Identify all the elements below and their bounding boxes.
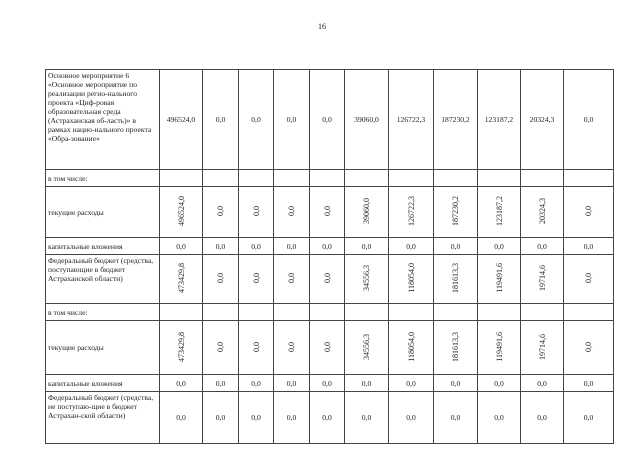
cell-value: 126722,3 [406, 196, 416, 226]
cell-value: 187230,2 [451, 196, 460, 226]
value-cell [564, 187, 614, 238]
value-cell: 0,0 [160, 392, 203, 444]
row-federal-budget-received [46, 255, 614, 304]
value-cell: 187230,2 [434, 70, 478, 170]
cell-value: 0,0 [322, 341, 332, 352]
value-cell [310, 170, 345, 187]
value-cell [434, 255, 478, 304]
value-cell [160, 304, 203, 321]
cell-value: 0,0 [216, 206, 225, 216]
cell-value: 119491,6 [494, 331, 504, 362]
row-label: в том числе: [46, 304, 160, 321]
cell-value: 496524,0 [176, 196, 186, 226]
cell-value: 0,0 [251, 273, 261, 283]
value-cell [521, 187, 564, 238]
value-cell [160, 187, 203, 238]
row-label: в том числе: [46, 170, 160, 187]
value-cell [310, 321, 345, 375]
value-cell [389, 170, 434, 187]
value-cell [203, 187, 239, 238]
cell-value: 34556,3 [362, 265, 371, 291]
value-cell: 0,0 [521, 238, 564, 255]
value-cell [478, 170, 521, 187]
value-cell: 0,0 [239, 375, 274, 392]
value-cell: 0,0 [239, 238, 274, 255]
value-cell [434, 187, 478, 238]
cell-value: 39060,0 [362, 198, 371, 224]
value-cell [274, 321, 310, 375]
value-cell [345, 304, 389, 321]
value-cell: 0,0 [203, 375, 239, 392]
value-cell [521, 321, 564, 375]
value-cell: 0,0 [389, 392, 434, 444]
value-cell: 0,0 [310, 375, 345, 392]
value-cell [521, 255, 564, 304]
row-label: текущие расходы [46, 187, 160, 238]
cell-value: 0,0 [251, 206, 261, 216]
value-cell [239, 321, 274, 375]
cell-value: 0,0 [584, 273, 593, 283]
value-cell [564, 321, 614, 375]
page-number: 16 [318, 22, 326, 31]
row-main-event-6 [46, 70, 614, 170]
cell-value: 0,0 [287, 273, 296, 283]
value-cell [434, 321, 478, 375]
value-cell [564, 255, 614, 304]
value-cell: 0,0 [478, 238, 521, 255]
row-capital-investments-1 [46, 238, 614, 255]
value-cell [274, 170, 310, 187]
value-cell [345, 255, 389, 304]
value-cell [345, 170, 389, 187]
cell-value: 0,0 [322, 206, 332, 216]
value-cell: 0,0 [564, 238, 614, 255]
value-cell [521, 304, 564, 321]
value-cell: 0,0 [274, 375, 310, 392]
value-cell [239, 170, 274, 187]
row-capital-investments-2 [46, 375, 614, 392]
cell-value: 119491,6 [494, 263, 504, 293]
value-cell [389, 187, 434, 238]
value-cell: 0,0 [160, 238, 203, 255]
row-federal-budget-not-received [46, 392, 614, 444]
value-cell [310, 304, 345, 321]
value-cell: 0,0 [274, 70, 310, 170]
cell-value: 123187,2 [494, 196, 504, 226]
value-cell [478, 255, 521, 304]
value-cell: 0,0 [160, 375, 203, 392]
value-cell [203, 255, 239, 304]
cell-value: 181613,3 [451, 331, 460, 362]
cell-value: 19714,6 [537, 265, 547, 291]
value-cell [239, 187, 274, 238]
cell-value: 0,0 [216, 273, 225, 283]
value-cell [160, 170, 203, 187]
cell-value: 181613,3 [451, 263, 460, 293]
value-cell [345, 321, 389, 375]
value-cell [274, 187, 310, 238]
value-cell [478, 321, 521, 375]
value-cell: 0,0 [389, 238, 434, 255]
value-cell: 0,0 [239, 70, 274, 170]
value-cell [239, 304, 274, 321]
value-cell: 0,0 [274, 238, 310, 255]
cell-value: 118054,0 [406, 263, 416, 293]
row-label: капитальные вложения [46, 238, 160, 255]
value-cell: 0,0 [310, 238, 345, 255]
cell-value: 0,0 [251, 341, 261, 352]
value-cell [478, 304, 521, 321]
cell-value: 19714,6 [537, 333, 547, 360]
value-cell: 123187,2 [478, 70, 521, 170]
row-current-expenses-2 [46, 321, 614, 375]
value-cell: 496524,0 [160, 70, 203, 170]
value-cell: 0,0 [310, 70, 345, 170]
value-cell [160, 255, 203, 304]
value-cell: 0,0 [434, 375, 478, 392]
row-label: Федеральный бюджет (средства, поступающие в бюджет Астраханской области) [46, 255, 160, 304]
row-label: Федеральный бюджет (средства, не поступаю-щие в бюджет Астрахан-ской области) [46, 392, 160, 444]
value-cell: 0,0 [478, 375, 521, 392]
value-cell: 0,0 [345, 375, 389, 392]
value-cell [564, 304, 614, 321]
value-cell [274, 304, 310, 321]
cell-value: 0,0 [216, 341, 225, 352]
cell-value: 118054,0 [406, 331, 416, 362]
value-cell [203, 170, 239, 187]
value-cell: 0,0 [434, 238, 478, 255]
value-cell [239, 255, 274, 304]
value-cell [521, 170, 564, 187]
value-cell: 0,0 [203, 70, 239, 170]
value-cell [203, 321, 239, 375]
cell-value: 34556,3 [362, 333, 371, 360]
cell-value: 473429,8 [176, 263, 186, 293]
value-cell [434, 170, 478, 187]
cell-value: 0,0 [322, 273, 332, 283]
value-cell [389, 321, 434, 375]
cell-value: 20324,3 [537, 198, 547, 224]
value-cell: 0,0 [203, 238, 239, 255]
value-cell [274, 255, 310, 304]
cell-value: 473429,8 [176, 331, 186, 362]
value-cell: 0,0 [310, 392, 345, 444]
row-label: текущие расходы [46, 321, 160, 375]
value-cell: 0,0 [345, 238, 389, 255]
value-cell: 39060,0 [345, 70, 389, 170]
cell-value: 0,0 [287, 206, 296, 216]
value-cell: 0,0 [564, 375, 614, 392]
value-cell [389, 255, 434, 304]
row-current-expenses-1 [46, 187, 614, 238]
value-cell: 0,0 [434, 392, 478, 444]
value-cell: 0,0 [478, 392, 521, 444]
value-cell: 0,0 [389, 375, 434, 392]
value-cell [203, 304, 239, 321]
row-including-2 [46, 304, 614, 321]
value-cell: 0,0 [521, 392, 564, 444]
row-including-1 [46, 170, 614, 187]
cell-value: 0,0 [287, 341, 296, 352]
value-cell: 0,0 [203, 392, 239, 444]
value-cell [310, 187, 345, 238]
value-cell: 0,0 [274, 392, 310, 444]
value-cell [310, 255, 345, 304]
value-cell [564, 170, 614, 187]
cell-value: 0,0 [584, 206, 593, 216]
value-cell: 0,0 [521, 375, 564, 392]
row-label: Основное мероприятие 6 «Основное мероприятие по реализации регио-нального проекта «Циф-ровая образовательная среда (Астраханская об-ласть)» в рамках нацио-нального проекта «Обра-зование» [46, 70, 160, 170]
row-label: капитальные вложения [46, 375, 160, 392]
budget-table [45, 69, 614, 444]
value-cell [389, 304, 434, 321]
value-cell: 126722,3 [389, 70, 434, 170]
value-cell [478, 187, 521, 238]
value-cell [434, 304, 478, 321]
value-cell [345, 187, 389, 238]
value-cell: 20324,3 [521, 70, 564, 170]
value-cell: 0,0 [564, 70, 614, 170]
cell-value: 0,0 [584, 341, 593, 352]
value-cell [160, 321, 203, 375]
value-cell: 0,0 [564, 392, 614, 444]
value-cell: 0,0 [345, 392, 389, 444]
value-cell: 0,0 [239, 392, 274, 444]
